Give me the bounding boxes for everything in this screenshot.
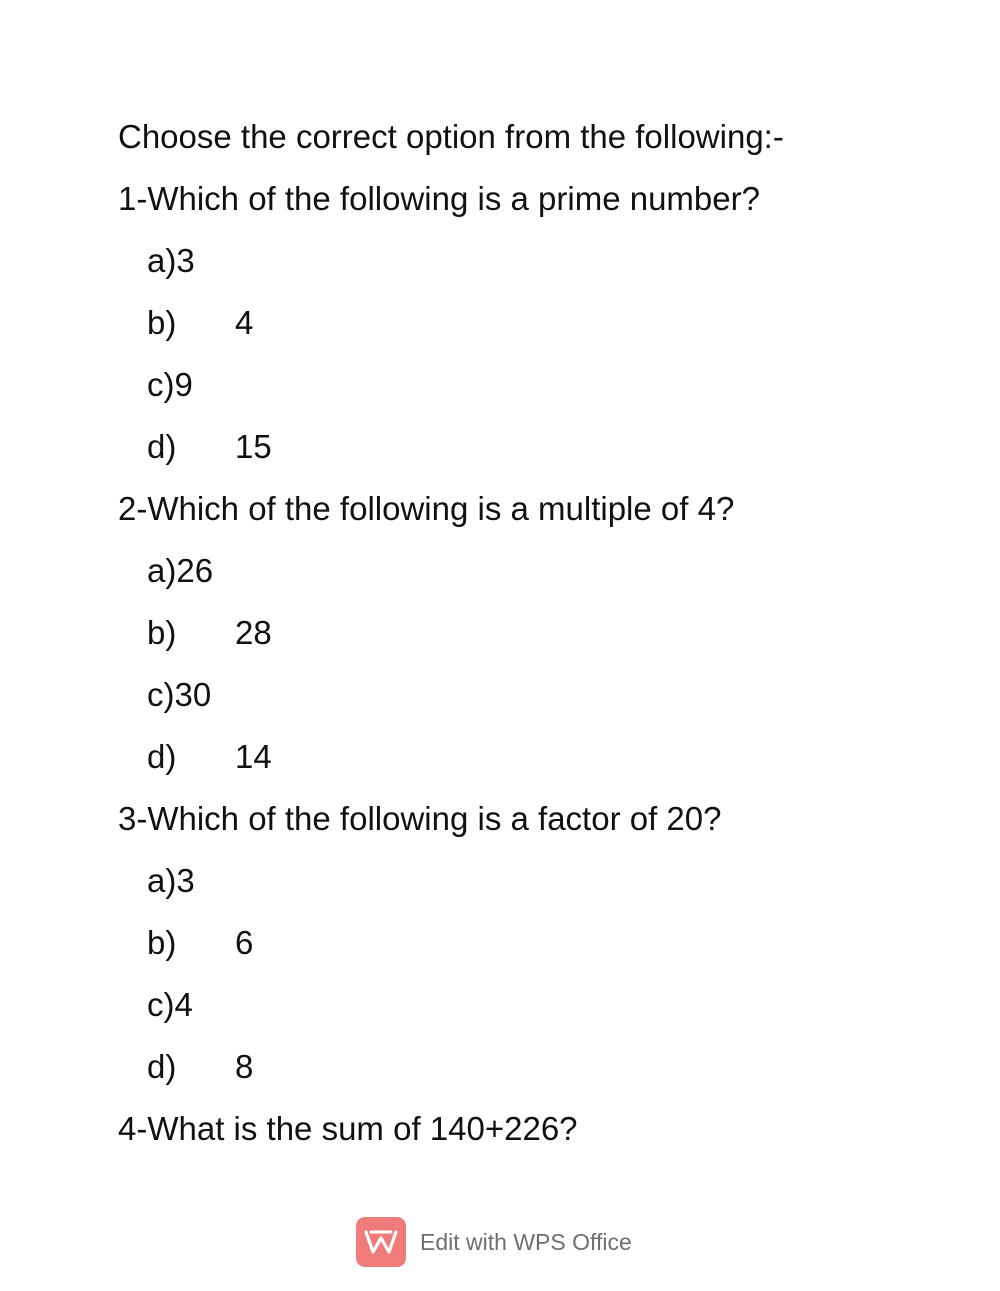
q3-option-b: b) 6 xyxy=(147,924,254,961)
q3-option-c: c)4 xyxy=(147,986,193,1023)
question-2: 2-Which of the following is a multiple of 4? xyxy=(118,490,735,527)
q2-option-c: c)30 xyxy=(147,676,212,713)
q2-option-a: a)26 xyxy=(147,552,214,589)
q3-option-d: d) 8 xyxy=(147,1048,254,1085)
q3-option-a: a)3 xyxy=(147,862,195,899)
question-4: 4-What is the sum of 140+226? xyxy=(118,1110,578,1147)
q1-option-b: b) 4 xyxy=(147,304,254,341)
question-3: 3-Which of the following is a factor of 20? xyxy=(118,800,722,837)
q1-option-a: a)3 xyxy=(147,242,195,279)
q1-option-d: d) 15 xyxy=(147,428,272,465)
wps-logo-icon xyxy=(356,1217,406,1267)
q2-option-b: b) 28 xyxy=(147,614,272,651)
q2-option-d: d) 14 xyxy=(147,738,272,775)
footer-text: Edit with WPS Office xyxy=(420,1228,632,1255)
q1-option-c: c)9 xyxy=(147,366,193,403)
question-1: 1-Which of the following is a prime number? xyxy=(118,180,760,217)
instruction-text: Choose the correct option from the following:- xyxy=(118,118,784,155)
edit-with-wps-link[interactable] xyxy=(356,1217,632,1267)
